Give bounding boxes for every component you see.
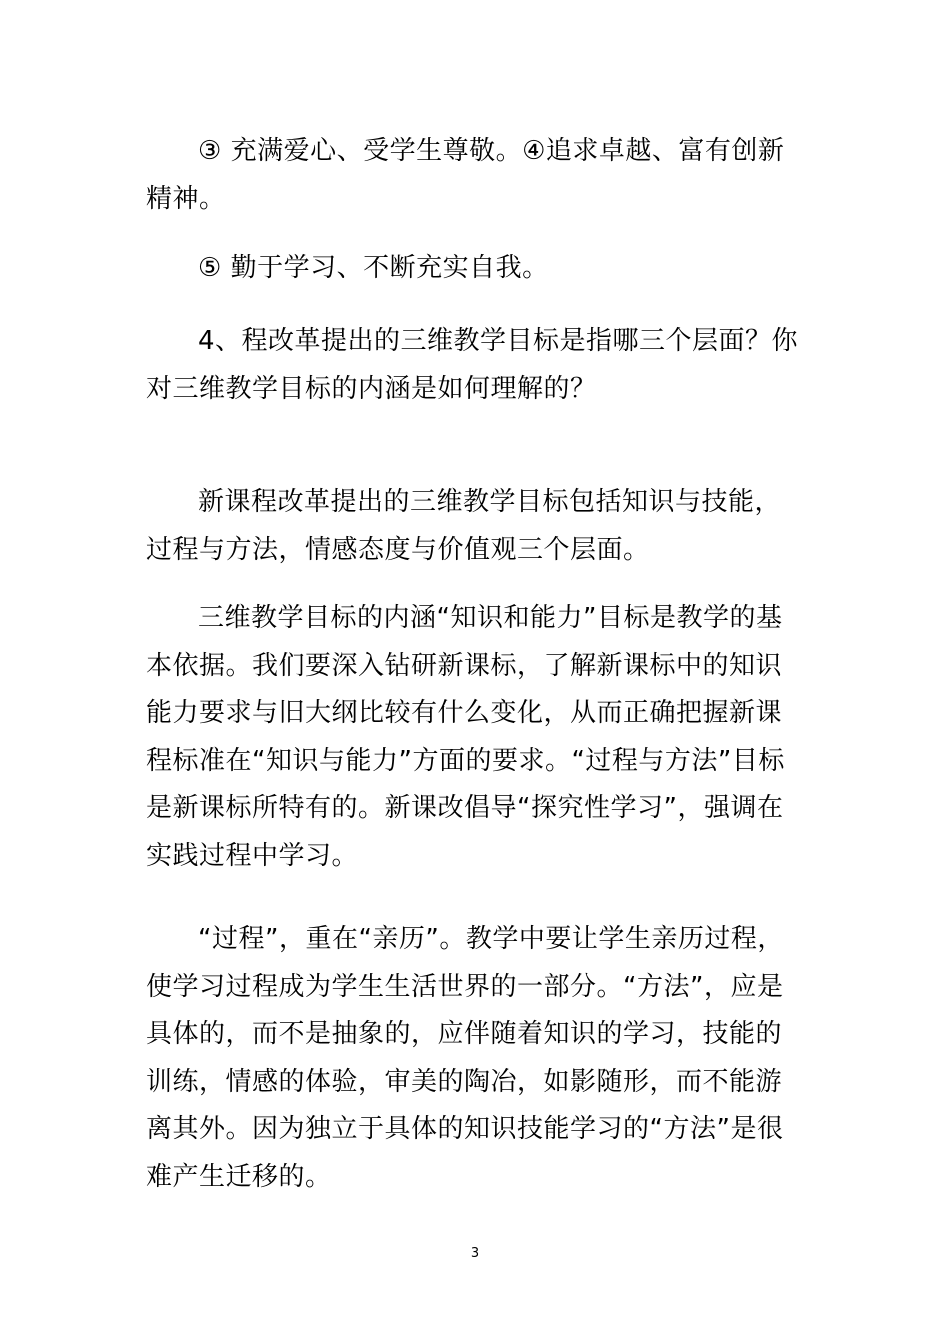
paragraph-knowledge-ability-goals: 三维教学目标的内涵“知识和能力”目标是教学的基本依据。我们要深入钻研新课标，了解新课标中的知识能力要求与旧大纲比较有什么变化，从而正确把握新课程标准在“知识与能力”方面的要求。“过程与方法”目标是新课标所特有的。新课改倡导“探究性学习”，强调在实践过程中学习。 <box>146 603 785 871</box>
paragraph-teacher-qualities: ③ 充满爱心、受学生尊敬。④追求卓越、富有创新精神。 <box>146 136 785 214</box>
paragraph-self-improvement: ⑤ 勤于学习、不断充实自我。 <box>198 253 549 283</box>
page-number: 3 <box>470 1246 480 1261</box>
paragraph-process-method: “过程”，重在“亲历”。教学中要让学生亲历过程，使学习过程成为学生生活世界的一部分。“方法”，应是具体的，而不是抽象的，应伴随着知识的学习，技能的训练，情感的体验，审美的陶冶，如影随形，而不能游离其外。因为独立于具体的知识技能学习的“方法”是很难产生迁移的。 <box>146 924 784 1192</box>
question-three-dimensional-goals: 4、程改革提出的三维教学目标是指哪三个层面？你对三维教学目标的内涵是如何理解的？ <box>146 326 799 404</box>
answer-three-levels: 新课程改革提出的三维教学目标包括知识与技能，过程与方法，情感态度与价值观三个层面。 <box>146 487 782 565</box>
